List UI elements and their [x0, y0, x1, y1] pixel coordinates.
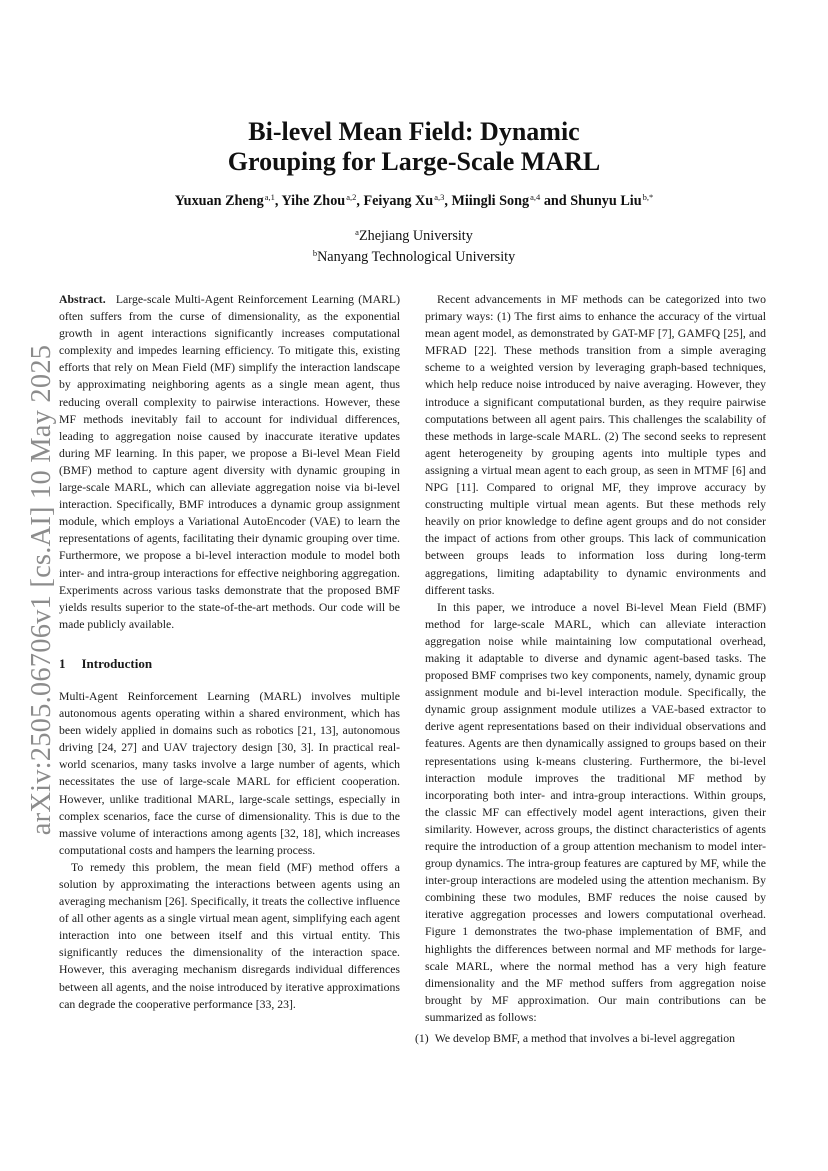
- abstract: [59, 291, 400, 633]
- author: Yihe Zhou$^{a,2}$,: [281, 192, 364, 209]
- author: Feiyang Xu$^{a,3}$,: [363, 192, 452, 209]
- body-paragraph-2: In this paper, we introduce a novel Bi-level Mean Field (BMF) method for large-scale MARL, which can alleviate interaction aggregation noise while maintaining low computational overhead, making it adaptable to diverse and dynamic agent-based tasks. The proposed BMF comprises two key components, namely, dynamic group assignment module and bi-level interaction module. Specifically, the dynamic group assignment module utilizes a VAE-based extractor to derive agent representations based on their individual observations and features. Agents are then dynamically assigned to groups based on their representations using k-means clustering. Furthermore, the bi-level interaction module improves the traditional MF method by incorporating both inter- and intra-group interactions. Within groups, the classic MF can effectively model agent interactions, given their similarity. However, across groups, the distinct characteristics of agents require the introduction of a group attention mechanism to model inter-group dynamics. The intra-group features are captured by MF, while the inter-group interactions are modeled using the attention mechanism. By combining these two modules, BMF reduces the noise caused by iterative aggregation processes and lowers computational overhead. Figure 1 demonstrates the two-phase implementation of BMF, and highlights the differences between normal and MF methods for large-scale MARL, where the normal method has a very high feature dimensionality and the MF method suffers from aggregation noise brought by MF approximation. Our main contributions can be summarized as follows:: [425, 600, 766, 1024]
- paper-title-line-1: Bi-level Mean Field: Dynamic: [248, 117, 580, 146]
- author: Shunyu Liu$^{b,*}$: [570, 192, 654, 209]
- right-column: [415, 291, 766, 1047]
- left-column: [59, 291, 400, 1013]
- paper-title-line-2: Grouping for Large-Scale MARL: [227, 147, 601, 176]
- abstract-text: Large-scale Multi-Agent Reinforcement Learning (MARL) often suffers from the curse of dimensionality, as the exponential growth in agent interactions significantly increases computational complexity and impedes learning efficiency. To mitigate this, existing efforts that rely on Mean Field (MF) simplify the interaction landscape by approximating neighboring agents as a single mean agent, thus reducing overall complexity to pairwise interactions. However, these MF methods inevitably fail to account for individual differences, leading to aggregation noise caused by inaccurate iterative updates during MF learning. In this paper, we propose a Bi-level Mean Field (BMF) method to capture agent diversity with dynamic grouping in large-scale MARL, which can alleviate aggregation noise via bi-level interaction. Specifically, BMF introduces a dynamic group assignment module, which employs a Variational AutoEncoder (VAE) to learn the representations of agents, facilitating their dynamic grouping over time. Furthermore, we propose a bi-level interaction module to model both inter- and intra-group interactions for effective neighboring aggregation. Experiments across various tasks demonstrate that the proposed BMF yields results superior to the state-of-the-art methods. Our code will be made publicly available.: [59, 293, 400, 631]
- affiliation: $^b$Nanyang Technological University: [312, 248, 516, 265]
- intro-paragraph-1: Multi-Agent Reinforcement Learning (MARL) involves multiple autonomous agents operating within a shared environment, which has been widely applied in domains such as robotics [21, 13], autonomous driving [24, 27] and UAV trajectory design [30, 3]. In practical real-world scenarios, many tasks involve a large number of agents, which necessitates the use of large-scale MARL for efficient cooperation. However, unlike traditional MARL, large-scale settings, especially in complex scenarios, face the curse of dimensionality. This is due to the massive volume of interactions among agents [32, 18], which increases computational costs and hampers the learning process.: [59, 689, 400, 857]
- arxiv-identifier-text: arXiv:2505.06706v1 [cs.AI] 10 May 2025: [26, 344, 57, 836]
- contribution-item: [415, 1030, 766, 1047]
- arxiv-identifier: [24, 340, 60, 840]
- author-list: [60, 192, 768, 210]
- section-title: Introduction: [81, 655, 153, 671]
- section-number: 1: [59, 655, 66, 671]
- affiliation: $^a$Zhejiang University: [355, 227, 473, 244]
- intro-paragraph-2: To remedy this problem, the mean field (MF) method offers a solution by approximating the interactions between agents using an averaging mechanism [26]. Specifically, it treats the collective influence of all other agents as a single virtual mean agent, simplifying each agent interaction into one between itself and this virtual entity. This significantly reduces the dimensionality of the interaction space. However, this averaging mechanism disregards individual differences between all agents, and the noise introduced by iterative approximations can degrade the cooperative performance [33, 23].: [59, 860, 400, 1011]
- paper-title: [100, 117, 728, 177]
- section-heading-introduction: [59, 655, 400, 672]
- list-marker: (1): [415, 1032, 429, 1046]
- author: Yuxuan Zheng$^{a,1}$,: [174, 192, 282, 209]
- affiliation-list: [100, 224, 728, 266]
- list-text: We develop BMF, a method that involves a bi-level aggregation: [434, 1032, 735, 1046]
- body-paragraph-1: Recent advancements in MF methods can be categorized into two primary ways: (1) The first aims to enhance the accuracy of the virtual mean agent model, as demonstrated by GAT-MF [7], GAMFQ [25], and MFRAD [22]. These methods transition from a simple averaging scheme to a weighted version by leveraging graph-based techniques, which help reduce noise introduced by naive averaging. However, they introduce a significant computational burden, as they require pairwise computations between all agent pairs. This challenges the scalability of these methods in large-scale MARL. (2) The second seeks to represent agent heterogeneity by grouping agents into multiple types and assigning a virtual mean agent to each group, as seen in MTMF [6] and NPG [11]. Compared to orignal MF, they improve accuracy by constructing multiple virtual mean agents. But these methods rely heavily on prior knowledge to define agent groups and do not consider the impact of actions from other groups. This lack of communication between groups leads to information loss during long-term aggregations, limiting adaptability to dynamic environments and different tasks.: [425, 293, 766, 597]
- abstract-heading: Abstract.: [59, 293, 106, 306]
- author: Miingli Song$^{a,4}$ and: [451, 192, 571, 209]
